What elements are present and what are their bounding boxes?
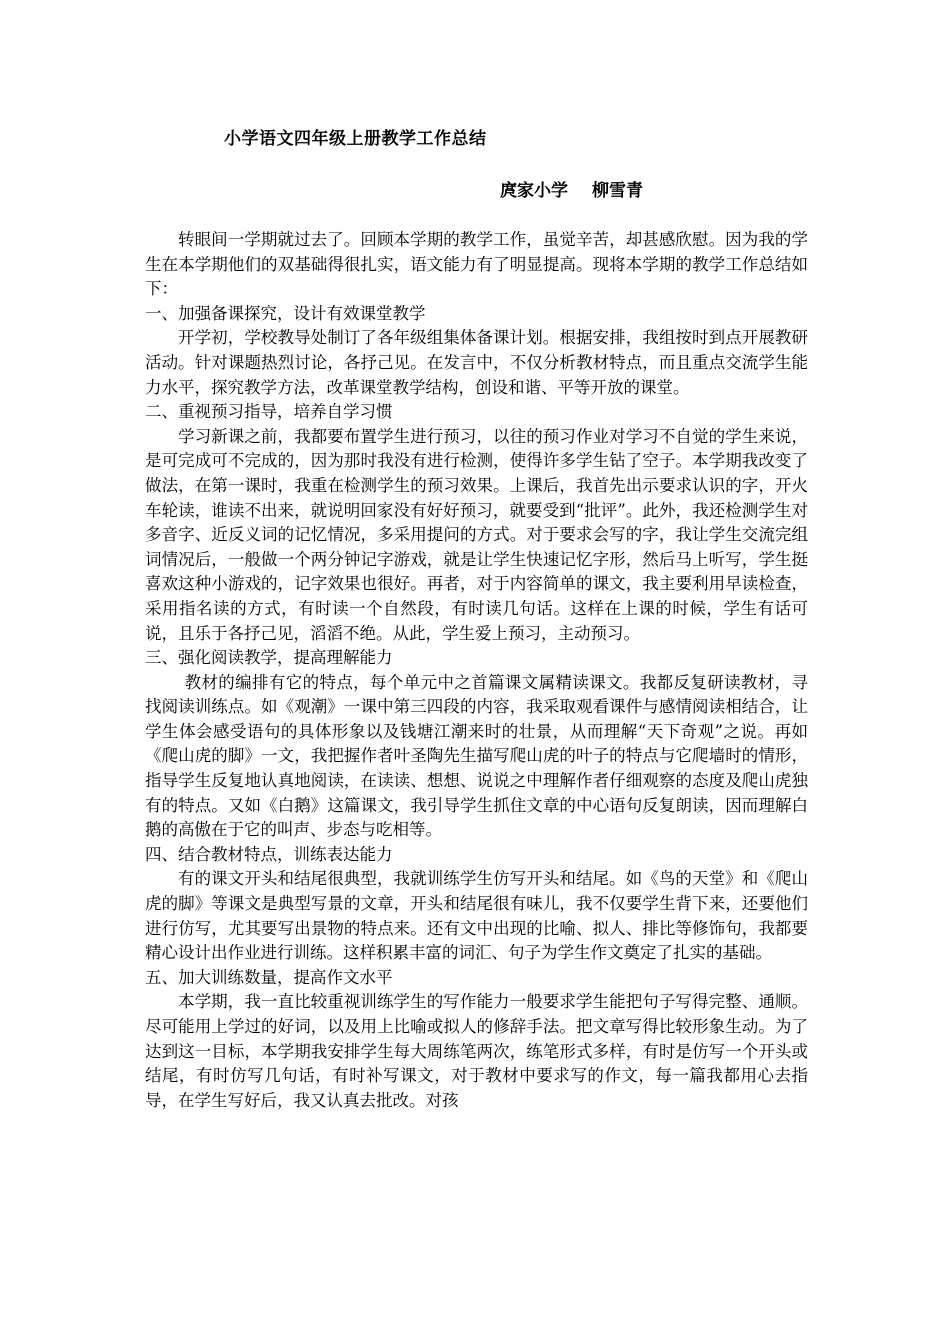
author-name: 柳雪青 xyxy=(592,181,643,201)
author-school: 庹家小学 xyxy=(500,181,568,201)
section-paragraph: 开学初，学校教导处制订了各年级组集体备课计划。根据安排，我组按时到点开展教研活动。针对课题热烈讨论，各抒己见。在发言中，不仅分析教材特点，而且重点交流学生能力水平，探究教学方法，改革课堂教学结构，创设和谐、平等开放的课堂。 xyxy=(145,328,808,397)
section-heading: 五、加大训练数量，提高作文水平 xyxy=(145,967,393,987)
document-body xyxy=(145,228,808,1113)
intro-paragraph: 转眼间一学期就过去了。回顾本学期的教学工作，虽觉辛苦，却甚感欣慰。因为我的学生在本学期他们的双基础得很扎实，语文能力有了明显提高。现将本学期的教学工作总结如下： xyxy=(145,230,808,299)
section-paragraph: 本学期，我一直比较重视训练学生的写作能力一般要求学生能把句子写得完整、通顺。尽可能用上学过的好词，以及用上比喻或拟人的修辞手法。把文章写得比较形象生动。为了达到这一目标，本学期我安排学生每大周练笔两次，练笔形式多样，有时是仿写一个开头或结尾，有时仿写几句话，有时补写课文，对于教材中要求写的作文，每一篇我都用心去指导，在学生写好后，我又认真去批改。对孩 xyxy=(145,992,808,1110)
document-title: 小学语文四年级上册教学工作总结 xyxy=(224,129,487,149)
document-author xyxy=(500,176,643,201)
section-heading: 一、加强备课探究，设计有效课堂教学 xyxy=(145,303,426,323)
section-paragraph: 有的课文开头和结尾很典型，我就训练学生仿写开头和结尾。如《鸟的天堂》和《爬山虎的脚》等课文是典型写景的文章，开头和结尾很有味儿，我不仅要学生背下来，还要他们进行仿写，尤其要写出景物的特点来。还有文中出现的比喻、拟人、排比等修饰句，我都要精心设计出作业进行训练。这样积累丰富的词汇、句子为学生作文奠定了扎实的基础。 xyxy=(145,869,808,963)
section-paragraph: 教材的编排有它的特点，每个单元中之首篇课文属精读课文。我都反复研读教材，寻找阅读训练点。如《观潮》一课中第三四段的内容，我采取观看课件与感情阅读相结合，让学生体会感受语句的具体形象以及钱塘江潮来时的壮景，从而理解“天下奇观”之说。再如《爬山虎的脚》一文，我把握作者叶圣陶先生描写爬山虎的叶子的特点与它爬墙时的情形，指导学生反复地认真地阅读，在读读、想想、说说之中理解作者仔细观察的态度及爬山虎独有的特点。又如《白鹅》这篇课文，我引导学生抓住文章的中心语句反复朗读，因而理解白鹅的高傲在于它的叫声、步态与吃相等。 xyxy=(145,672,808,840)
section-heading: 三、强化阅读教学，提高理解能力 xyxy=(145,648,393,668)
section-heading: 二、重视预习指导，培养自学习惯 xyxy=(145,402,393,422)
section-paragraph: 学习新课之前，我都要布置学生进行预习，以往的预习作业对学习不自觉的学生来说，是可完成可不完成的，因为那时我没有进行检测，使得许多学生钻了空子。本学期我改变了做法，在第一课时，我重在检测学生的预习效果。上课后，我首先出示要求认识的字，开火车轮读，谁读不出来，就说明回家没有好好预习，就要受到“批评”。此外，我还检测学生对多音字、近反义词的记忆情况，多采用提问的方式。对于要求会写的字，我让学生交流完组词情况后，一般做一个两分钟记字游戏，就是让学生快速记忆字形，然后马上听写，学生挺喜欢这种小游戏的，记字效果也很好。再者，对于内容简单的课文，我主要利用早读检查，采用指名读的方式，有时读一个自然段，有时读几句话。这样在上课的时候，学生有话可说，且乐于各抒己见，滔滔不绝。从此，学生爱上预习，主动预习。 xyxy=(145,426,808,643)
section-heading: 四、结合教材特点，训练表达能力 xyxy=(145,844,393,864)
